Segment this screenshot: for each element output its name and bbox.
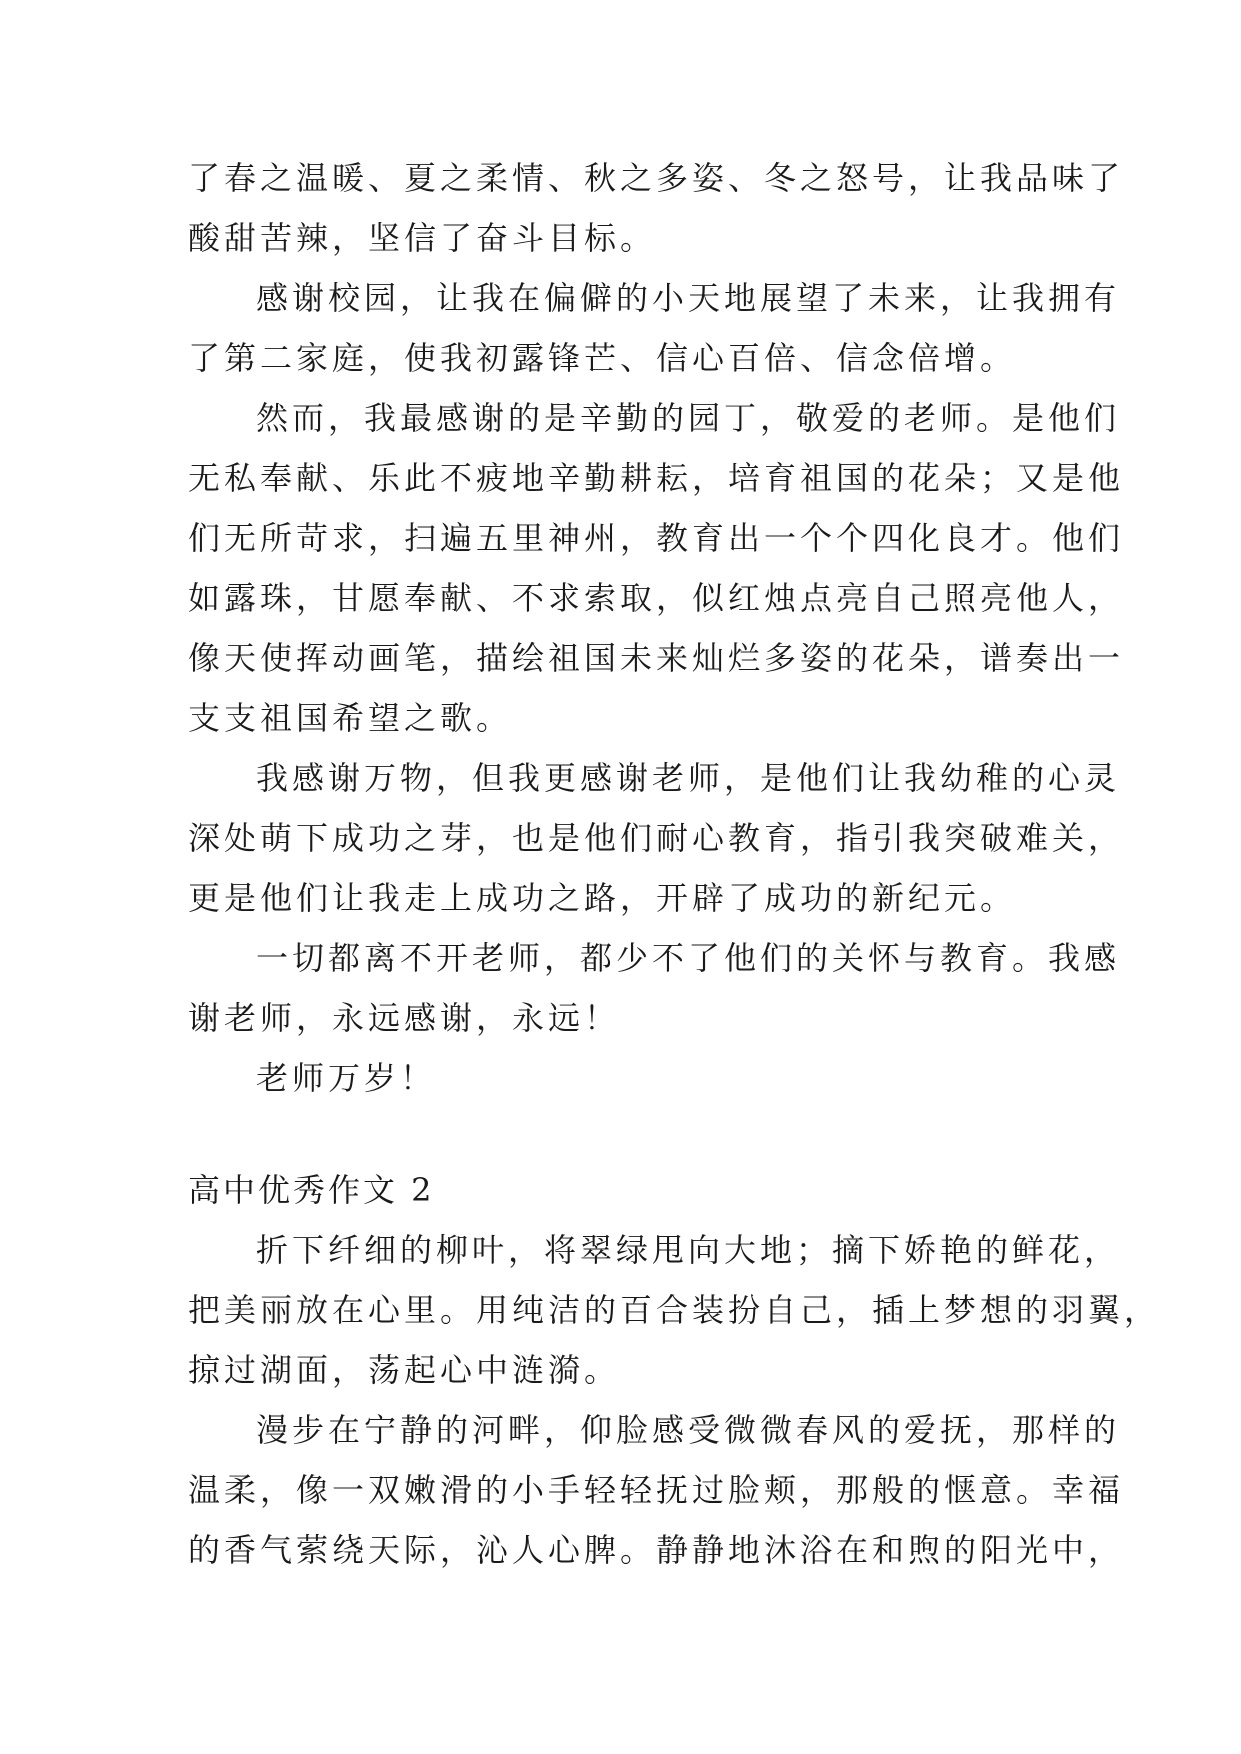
- text-line: 谢老师，永远感谢，永远！: [188, 999, 621, 1037]
- paragraph-first-line: 老师万岁！: [256, 1059, 437, 1097]
- text-line: 酸甜苦辣，坚信了奋斗目标。: [188, 219, 657, 257]
- text-line: 像天使挥动画笔，描绘祖国未来灿烂多姿的花朵，谱奏出一: [188, 639, 1125, 677]
- text-line: 支支祖国希望之歌。: [188, 699, 513, 737]
- text-line: 如露珠，甘愿奉献、不求索取，似红烛点亮自己照亮他人，: [188, 579, 1125, 617]
- text-line: 掠过湖面，荡起心中涟漪。: [188, 1351, 621, 1389]
- text-line: 温柔，像一双嫩滑的小手轻轻抚过脸颊，那般的惬意。幸福: [188, 1471, 1125, 1509]
- paragraph-first-line: 一切都离不开老师，都少不了他们的关怀与教育。我感: [256, 939, 1121, 977]
- text-line: 无私奉献、乐此不疲地辛勤耕耘，培育祖国的花朵；又是他: [188, 459, 1125, 497]
- text-line: 深处萌下成功之芽，也是他们耐心教育，指引我突破难关，: [188, 819, 1125, 857]
- text-line: 了春之温暖、夏之柔情、秋之多姿、冬之怒号，让我品味了: [188, 159, 1125, 197]
- paragraph-first-line: 折下纤细的柳叶，将翠绿甩向大地；摘下娇艳的鲜花，: [256, 1231, 1121, 1269]
- paragraph-first-line: 感谢校园，让我在偏僻的小天地展望了未来，让我拥有: [256, 279, 1121, 317]
- paragraph-first-line: 然而，我最感谢的是辛勤的园丁，敬爱的老师。是他们: [256, 399, 1121, 437]
- paragraph-first-line: 我感谢万物，但我更感谢老师，是他们让我幼稚的心灵: [256, 759, 1121, 797]
- text-line: 更是他们让我走上成功之路，开辟了成功的新纪元。: [188, 879, 1017, 917]
- paragraph-first-line: 漫步在宁静的河畔，仰脸感受微微春风的爱抚，那样的: [256, 1411, 1121, 1449]
- text-line: 的香气萦绕天际，沁人心脾。静静地沐浴在和煦的阳光中，: [188, 1531, 1125, 1569]
- text-line: 了第二家庭，使我初露锋芒、信心百倍、信念倍增。: [188, 339, 1017, 377]
- text-line: 把美丽放在心里。用纯洁的百合装扮自己，插上梦想的羽翼，: [188, 1291, 1161, 1329]
- text-line: 们无所苛求，扫遍五里神州，教育出一个个四化良才。他们: [188, 519, 1125, 557]
- section-heading: 高中优秀作文 2: [188, 1171, 435, 1209]
